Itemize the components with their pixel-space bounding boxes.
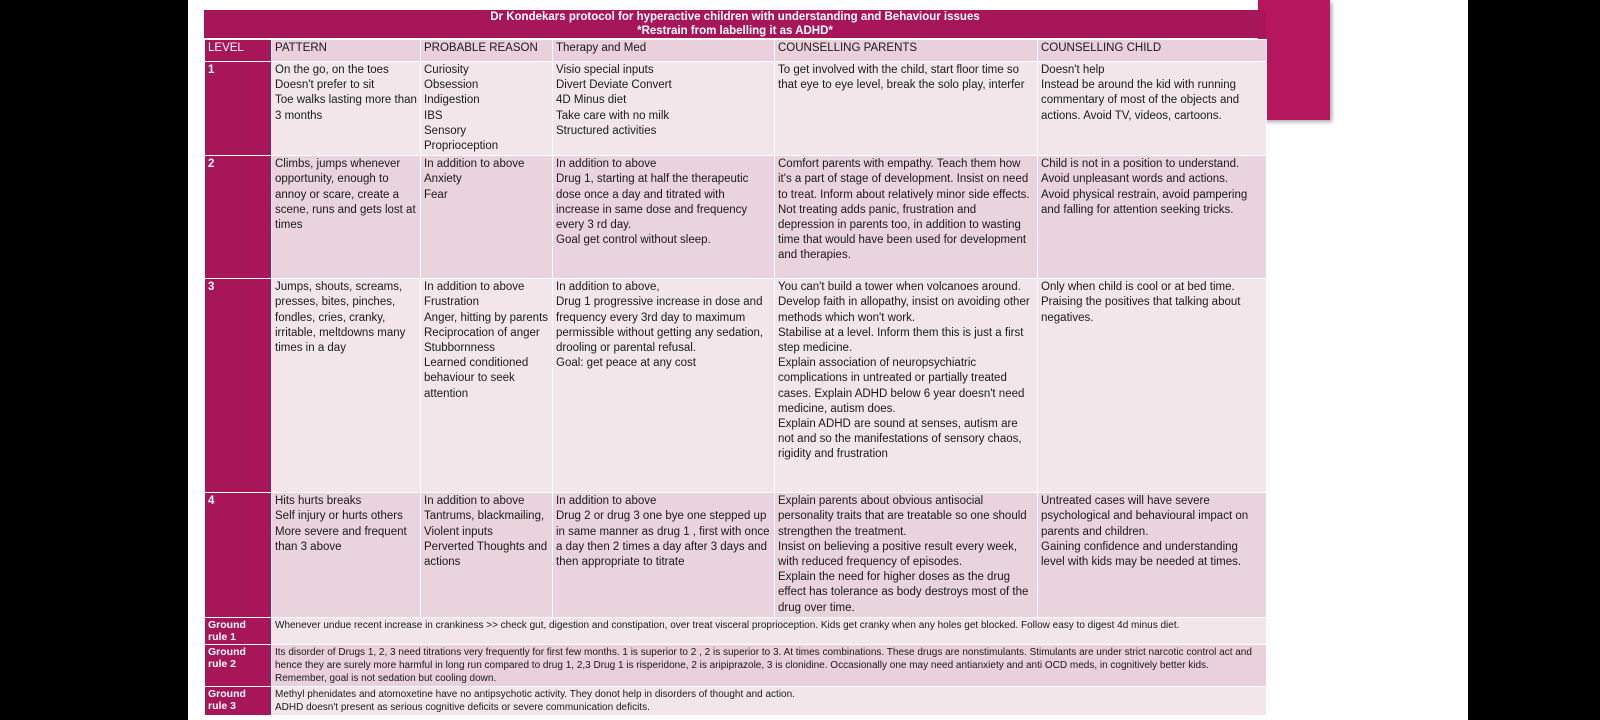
cell-line: Goal get control without sleep. (556, 234, 711, 247)
cell-line: Its disorder of Drugs 1, 2, 3 need titrations very frequently for first few months. 1 is superior to 2 , 2 is superior to 3. At times combinations. These drugs are nonstimulants. Stimulants are under strict narcotic control act and hence they are surely more harmful in long run compared to drug 1, 2,3 Drug 1 is risperidone, 2 is aripiprazole, 3 is clonidine. Occasionally one may need antianxiety and anti OCD meds, in cognitively better kids. Remember, goal is not sedation but cooling down. (275, 646, 1252, 684)
cell-line: Goal: get peace at any cost (556, 357, 697, 370)
level-cell: 3 (205, 279, 272, 493)
cell-line: Explain parents about obvious antisocial personality traits that are treatable so one should strengthen the treatment. (778, 495, 1027, 538)
cell-line: You can't build a tower when volcanoes around. (778, 281, 1021, 294)
header-level: LEVEL (205, 40, 272, 62)
cell-line: Methyl phenidates and atomoxetine have no antipsychotic activity. They donot help in disorders of thought and action. (275, 688, 795, 700)
cell-line: Comfort parents with empathy. Teach them how it's a part of stage of development. Insist on need to treat. Inform about relatively minor side effects. (778, 158, 1030, 201)
child-cell (1038, 279, 1267, 493)
cell-line: Structured activities (556, 124, 657, 137)
cell-line: Fear (424, 188, 448, 201)
cell-line: Avoid physical restrain, avoid pampering and falling for attention seeking tricks. (1041, 188, 1248, 216)
reason-cell (421, 493, 553, 618)
cell-line: Sensory (424, 124, 467, 137)
cell-line: More severe and frequent than 3 above (275, 525, 407, 553)
header-therapy: Therapy and Med (553, 40, 775, 62)
pattern-cell (272, 279, 421, 493)
parents-cell (775, 62, 1038, 156)
cell-line: Anxiety (424, 173, 462, 186)
parents-cell (775, 279, 1038, 493)
cell-line: In addition to above (424, 158, 525, 171)
child-cell (1038, 62, 1267, 156)
table-title (204, 10, 1266, 38)
title-line-2: *Restrain from labelling it as ADHD* (637, 25, 833, 37)
cell-line: Stubbornness (424, 342, 495, 355)
ground-rule-label: Ground rule 3 (205, 686, 272, 715)
cell-line: Perverted Thoughts and actions (424, 540, 548, 569)
cell-line: Develop faith in allopathy, insist on avoiding other methods which won't work. (778, 296, 1030, 324)
cell-line: Doesn't prefer to sit (275, 79, 375, 92)
child-cell (1038, 493, 1267, 618)
cell-line: Instead be around the kid with running commentary of most of the objects and actions. Avoid TV, videos, cartoons. (1041, 79, 1240, 122)
cell-line: In addition to above (556, 158, 657, 171)
ground-rule-row (205, 617, 1267, 644)
ground-rule-label: Ground rule 2 (205, 644, 272, 686)
ground-rule-text (272, 644, 1267, 686)
cell-line: Violent inputs (424, 525, 493, 538)
child-cell (1038, 156, 1267, 279)
cell-line: In addition to above (424, 495, 525, 508)
cell-line: Explain association of neuropsychiatric complications in untreated or partially treated cases. Explain ADHD below 6 year doesn't need medicine, autism does. (778, 357, 1025, 415)
cell-line: Obsession (424, 79, 479, 92)
cell-line: ADHD doesn't present as serious cognitive deficits or severe communication deficits. (275, 701, 650, 713)
cell-line: Toe walks lasting more than 3 months (275, 94, 417, 122)
ground-rule-text (272, 686, 1267, 715)
table-row (205, 156, 1267, 279)
cell-line: Reciprocation of anger (424, 326, 540, 339)
therapy-cell (553, 156, 775, 279)
cell-line: Anger, hitting by parents (424, 311, 549, 324)
level-cell: 4 (205, 493, 272, 618)
cell-line: Explain ADHD are sound at senses, autism are not and so the manifestations of sensory chaos, rigidity and frustration (778, 418, 1022, 461)
therapy-cell (553, 493, 775, 618)
reason-cell (421, 279, 553, 493)
header-counselling-parents: COUNSELLING PARENTS (775, 40, 1038, 62)
cell-line: To get involved with the child, start floor time so that eye to eye level, break the solo play, interfer (778, 64, 1025, 92)
parents-cell (775, 156, 1038, 279)
decorative-corner-block (1258, 0, 1330, 120)
table-row (205, 62, 1267, 156)
level-cell: 1 (205, 62, 272, 156)
ground-rule-row (205, 644, 1267, 686)
cell-line: Child is not in a position to understand. (1041, 158, 1240, 171)
level-cell: 2 (205, 156, 272, 279)
cell-line: Climbs, jumps whenever opportunity, enough to annoy or scare, create a scene, runs and gets lost at times (275, 158, 416, 232)
cell-line: Only when child is cool or at bed time. Praising the positives that talking about negatives. (1041, 281, 1241, 324)
cell-line: Untreated cases will have severe psychological and behavioural impact on parents and children. (1041, 495, 1249, 538)
pattern-cell (272, 62, 421, 156)
cell-line: Jumps, shouts, screams, presses, bites, pinches, fondles, cries, cranky, irritable, meltdowns many times in a day (275, 281, 406, 355)
cell-line: Drug 2 or drug 3 one bye one stepped up in same manner as drug 1 , first with once a day then 2 times a day after 3 days and then appropriate to titrate (556, 510, 770, 569)
cell-line: On the go, on the toes (275, 64, 389, 76)
cell-line: Proprioception (424, 140, 499, 153)
cell-line: Learned conditioned behaviour to seek attention (424, 357, 529, 400)
ground-rule-label: Ground rule 1 (205, 617, 272, 644)
pattern-cell (272, 493, 421, 618)
ground-rule-text (272, 617, 1267, 644)
cell-line: Frustration (424, 296, 479, 309)
cell-line: Hits hurts breaks (275, 495, 362, 508)
therapy-cell (553, 62, 775, 156)
cell-line: Doesn't help (1041, 64, 1105, 76)
slide (188, 0, 1468, 720)
cell-line: In addition to above, (556, 281, 660, 294)
cell-line: Gaining confidence and understanding level with kids may be needed at times. (1041, 540, 1242, 569)
header-counselling-child: COUNSELLING CHILD (1038, 40, 1267, 62)
cell-line: Tantrums, blackmailing, (424, 510, 545, 523)
protocol-table (204, 39, 1267, 716)
reason-cell (421, 156, 553, 279)
cell-line: Visio special inputs (556, 64, 654, 76)
cell-line: Indigestion (424, 94, 480, 107)
pattern-cell (272, 156, 421, 279)
cell-line: Stabilise at a level. Inform them this is just a first step medicine. (778, 326, 1024, 355)
cell-line: Drug 1 progressive increase in dose and frequency every 3rd day to maximum permissible without getting any sedation, drooling or parental refusal. (556, 296, 764, 355)
reason-cell (421, 62, 553, 156)
cell-line: 4D Minus diet (556, 94, 627, 107)
cell-line: IBS (424, 109, 443, 122)
cell-line: In addition to above (424, 281, 525, 294)
cell-line: Take care with no milk (556, 109, 670, 122)
cell-line: Curiosity (424, 64, 469, 76)
header-row (205, 40, 1267, 62)
table-row (205, 279, 1267, 493)
header-probable-reason: PROBABLE REASON (421, 40, 553, 62)
therapy-cell (553, 279, 775, 493)
ground-rule-row (205, 686, 1267, 715)
header-pattern: PATTERN (272, 40, 421, 62)
cell-line: Explain the need for higher doses as the drug effect has tolerance as body destroys most of the drug over time. (778, 571, 1029, 614)
cell-line: In addition to above (556, 495, 657, 508)
table-row (205, 493, 1267, 618)
cell-line: Not treating adds panic, frustration and depression in parents too, in addition to wasting time that would have been used for development and therapies. (778, 203, 1027, 262)
title-line-1: Dr Kondekars protocol for hyperactive children with understanding and Behaviour issues (490, 11, 980, 23)
cell-line: Whenever undue recent increase in crankiness >> check gut, digestion and constipation, over treat visceral proprioception. Kids get cranky when any holes get blocked. Follow easy to digest 4d minus diet. (275, 619, 1180, 631)
cell-line: Avoid unpleasant words and actions. (1041, 173, 1229, 186)
cell-line: Divert Deviate Convert (556, 79, 672, 92)
cell-line: Drug 1, starting at half the therapeutic dose once a day and titrated with increase in same dose and frequency every 3 rd day. (556, 173, 749, 232)
cell-line: Insist on believing a positive result every week, with reduced frequency of episodes. (778, 540, 1018, 569)
parents-cell (775, 493, 1038, 618)
cell-line: Self injury or hurts others (275, 510, 403, 523)
